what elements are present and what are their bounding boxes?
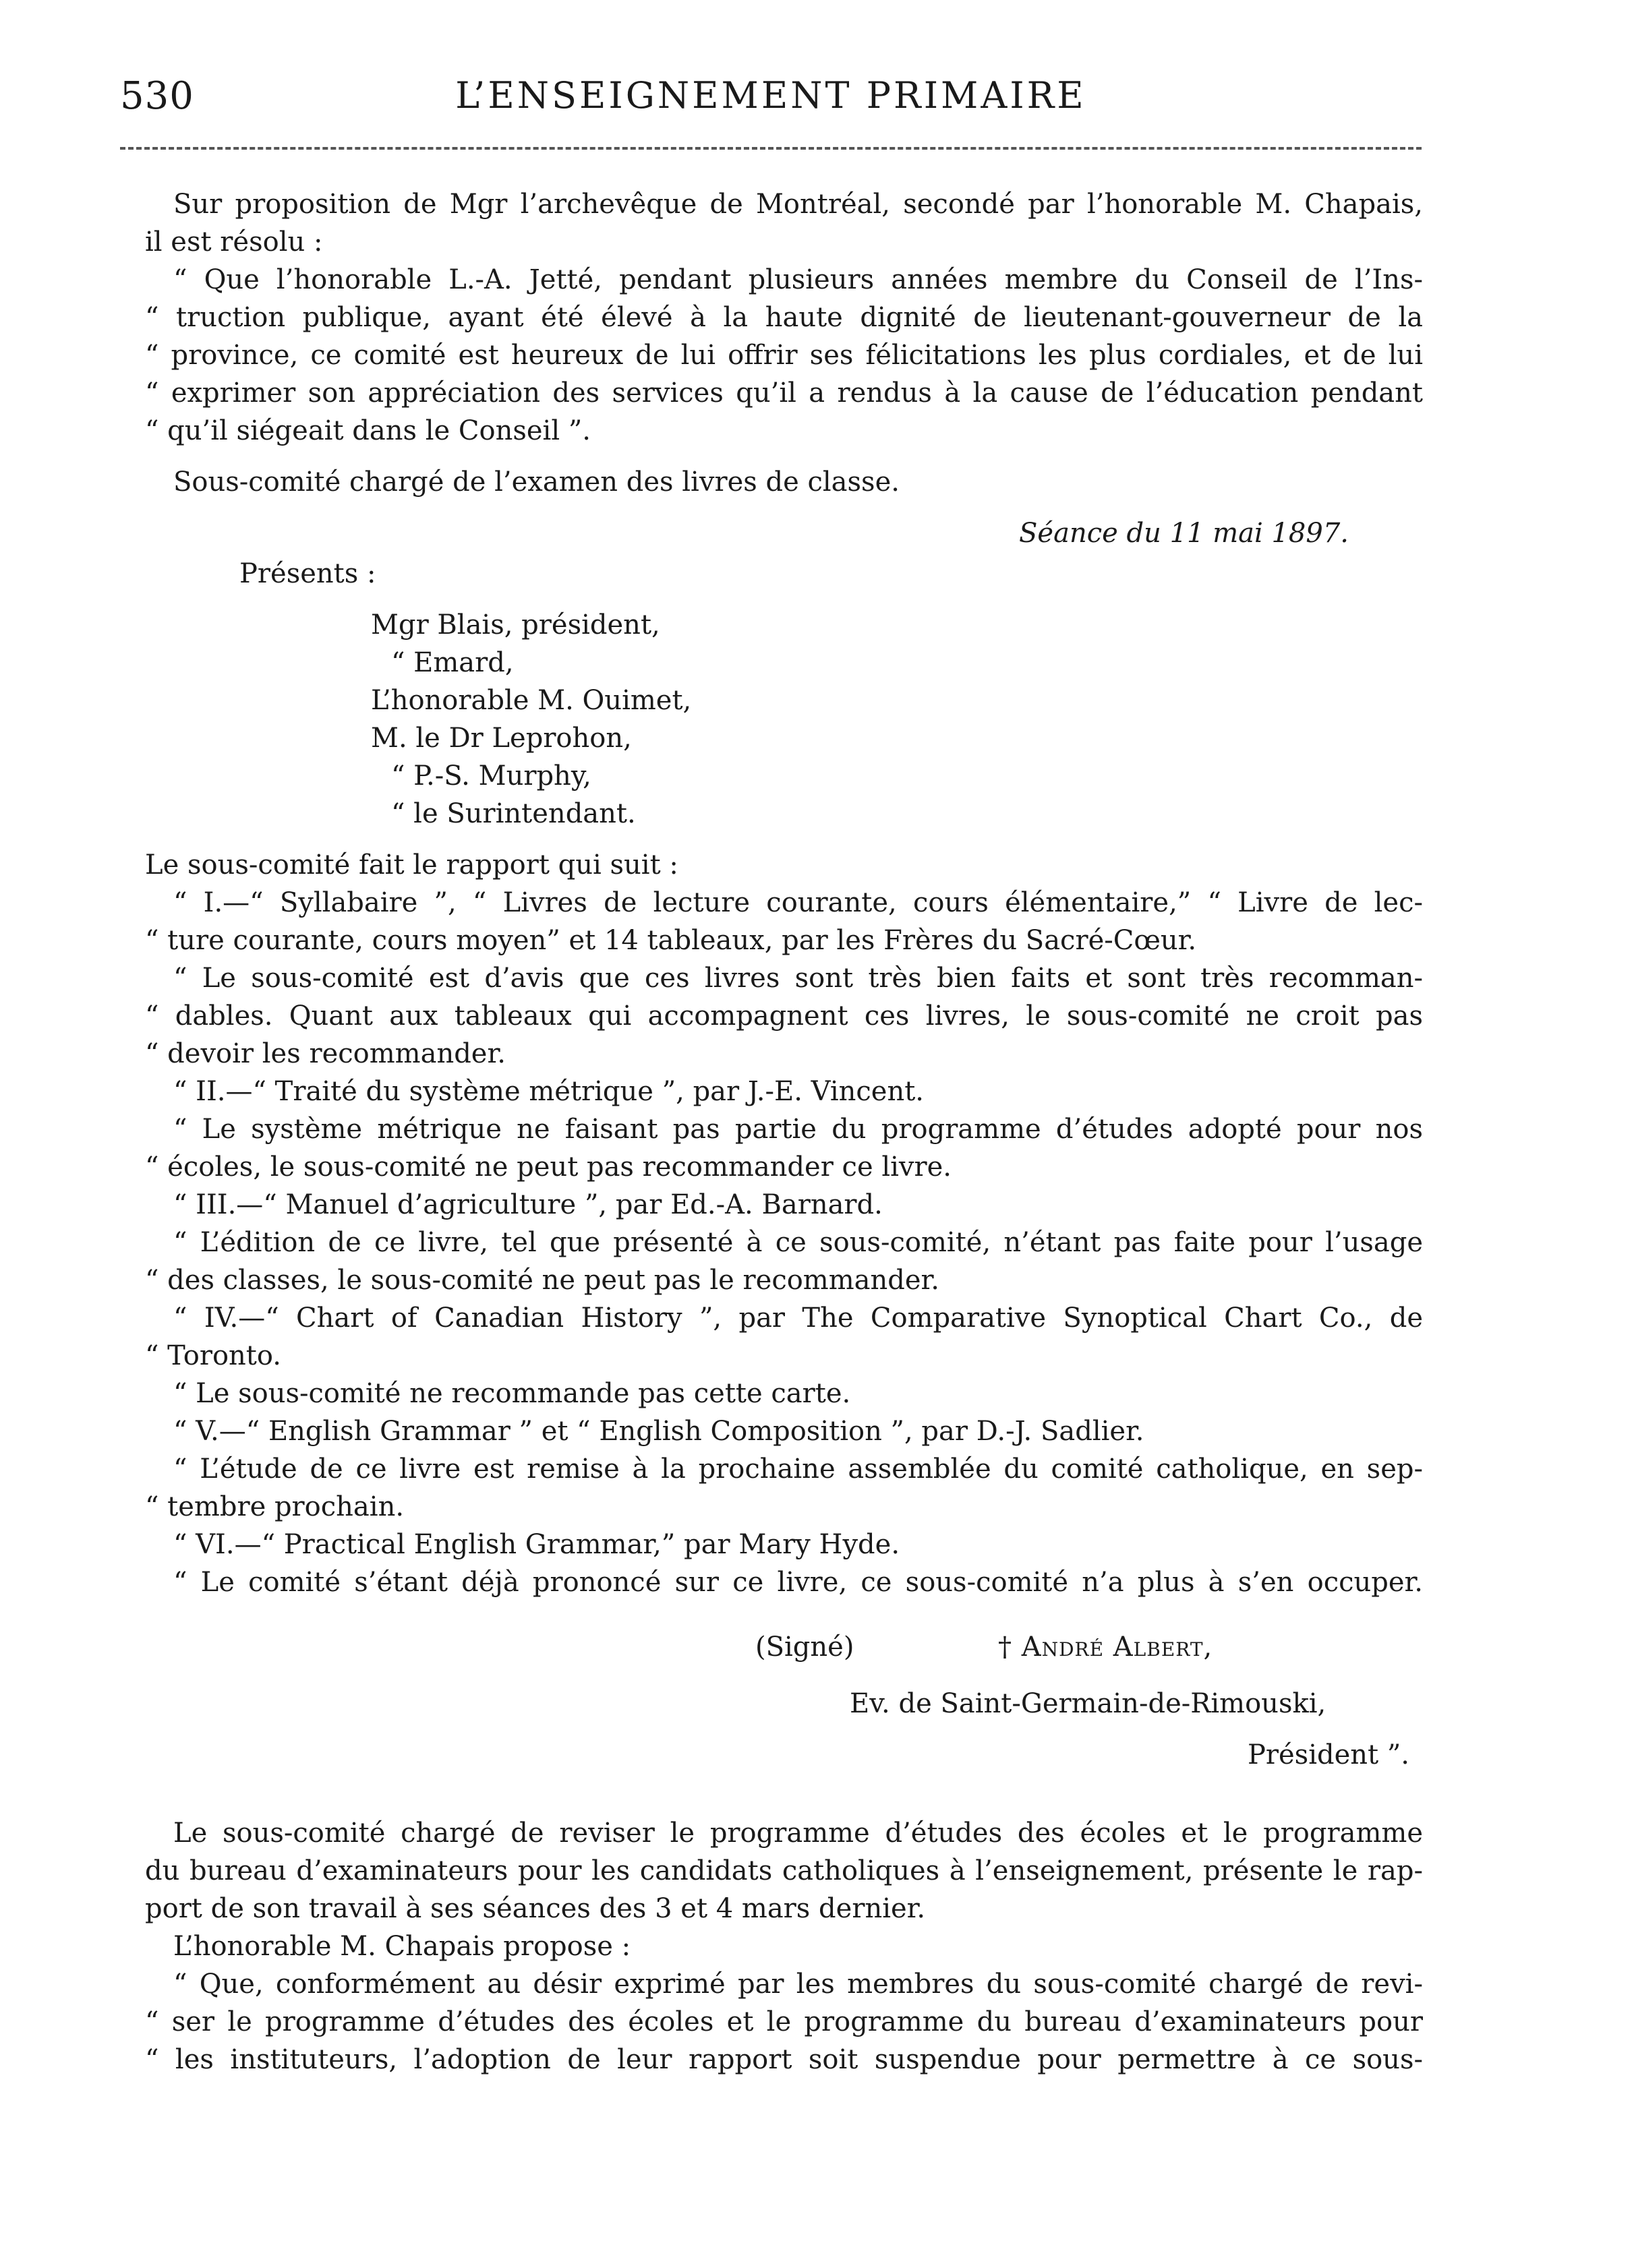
report-line: “ II.—“ Traité du système métrique ”, par J.-E. Vincent. [173,1076,925,1107]
text-line: port de son travail à ses séances des 3 et 4 mars dernier. [145,1893,926,1924]
member-name: M. le Dr Leprohon, [371,723,632,754]
subcommittee-heading: Sous-comité chargé de l’examen des livres de classe. [173,467,900,498]
signatory-name: † André Albert, [998,1632,1213,1663]
text-line: “ les instituteurs, l’adoption de leur rapport soit suspendue pour permettre à ce sous- [145,2044,1423,2075]
page-number: 530 [120,74,194,118]
text-line: “ Que, conformément au désir exprimé par les membres du sous-comité chargé de revi- [173,1969,1423,2000]
report-line: “ Le système métrique ne faisant pas partie du programme d’études adopté pour nos [173,1114,1423,1145]
report-line: “ L’étude de ce livre est remise à la prochaine assemblée du comité catholique, en sep- [173,1454,1423,1485]
text-line: “ truction publique, ayant été élevé à la haute dignité de lieutenant-gouverneur de la [145,302,1423,333]
page-body [145,185,1423,2079]
session-date: Séance du 11 mai 1897. [1019,518,1349,549]
text-line: Sur proposition de Mgr l’archevêque de Montréal, secondé par l’honorable M. Chapais, [173,189,1423,220]
report-line: “ Le comité s’étant déjà prononcé sur ce livre, ce sous-comité n’a plus à s’en occuper. [173,1567,1423,1598]
report-line: “ Le sous-comité ne recommande pas cette carte. [173,1378,851,1409]
report-line: “ L’édition de ce livre, tel que présenté à ce sous-comité, n’étant pas faite pour l’usage [173,1227,1423,1258]
signed-label: (Signé) [755,1632,854,1663]
presents-label: Présents : [239,558,376,589]
program-paragraph [145,1814,1423,1928]
report-line: “ Le sous-comité est d’avis que ces livres sont très bien faits et sont très recomman- [173,963,1423,994]
running-title: L’ENSEIGNEMENT PRIMAIRE [455,74,1086,117]
text-line: “ province, ce comité est heureux de lui offrir ses félicitations les plus cordiales, et de lui [145,340,1423,371]
text-line: Le sous-comité chargé de reviser le programme d’études des écoles et le programme [173,1818,1423,1849]
report-line: “ tembre prochain. [145,1491,405,1522]
report-line: “ devoir les recommander. [145,1038,506,1069]
members-list [145,606,1423,833]
report-line: “ I.—“ Syllabaire ”, “ Livres de lecture courante, cours élémentaire,” “ Livre de lec- [173,887,1423,918]
report-line: “ V.—“ English Grammar ” et “ English Composition ”, par D.-J. Sadlier. [173,1416,1144,1447]
report-line: “ écoles, le sous-comité ne peut pas recommander ce livre. [145,1152,952,1183]
report-items [145,884,1423,1601]
text-line: “ qu’il siégeait dans le Conseil ”. [145,415,591,446]
header-rule [120,147,1422,150]
member-name: “ P.-S. Murphy, [391,760,591,792]
member-name: L’honorable M. Ouimet, [371,685,692,716]
report-line: “ VI.—“ Practical English Grammar,” par Mary Hyde. [173,1529,900,1560]
text-line: “ Que l’honorable L.-A. Jetté, pendant plusieurs années membre du Conseil de l’Ins- [173,264,1423,295]
proposal-intro: L’honorable M. Chapais propose : [173,1931,631,1962]
member-name: Mgr Blais, président, [371,609,660,640]
text-line: “ exprimer son appréciation des services qu’il a rendus à la cause de l’éducation pendant [145,378,1423,409]
resolution-intro [145,185,1423,261]
signatory-title: Ev. de Saint-Germain-de-Rimouski, [850,1688,1326,1719]
member-name: “ le Surintendant. [391,798,636,829]
page-header [120,74,1422,135]
report-line: “ III.—“ Manuel d’agriculture ”, par Ed.-A. Barnard. [173,1189,883,1220]
signatory-role: Président ”. [1247,1739,1409,1770]
text-line: il est résolu : [145,227,323,258]
text-line: du bureau d’examinateurs pour les candidats catholiques à l’enseignement, présente le rap- [145,1855,1423,1886]
member-name: “ Emard, [391,647,514,678]
resolution-quote [145,261,1423,450]
report-line: “ des classes, le sous-comité ne peut pas le recommander. [145,1265,939,1296]
report-line: “ Toronto. [145,1340,281,1371]
report-line: “ dables. Quant aux tableaux qui accompagnent ces livres, le sous-comité ne croit pas [145,1001,1423,1032]
signature-row [145,1628,1423,1671]
report-line: “ ture courante, cours moyen” et 14 tableaux, par les Frères du Sacré-Cœur. [145,925,1197,956]
report-line: “ IV.—“ Chart of Canadian History ”, par The Comparative Synoptical Chart Co., de [173,1303,1423,1334]
proposal-text [145,1965,1423,2079]
report-intro: Le sous-comité fait le rapport qui suit : [145,849,678,881]
text-line: “ ser le programme d’études des écoles et le programme du bureau d’examinateurs pour [145,2006,1423,2037]
